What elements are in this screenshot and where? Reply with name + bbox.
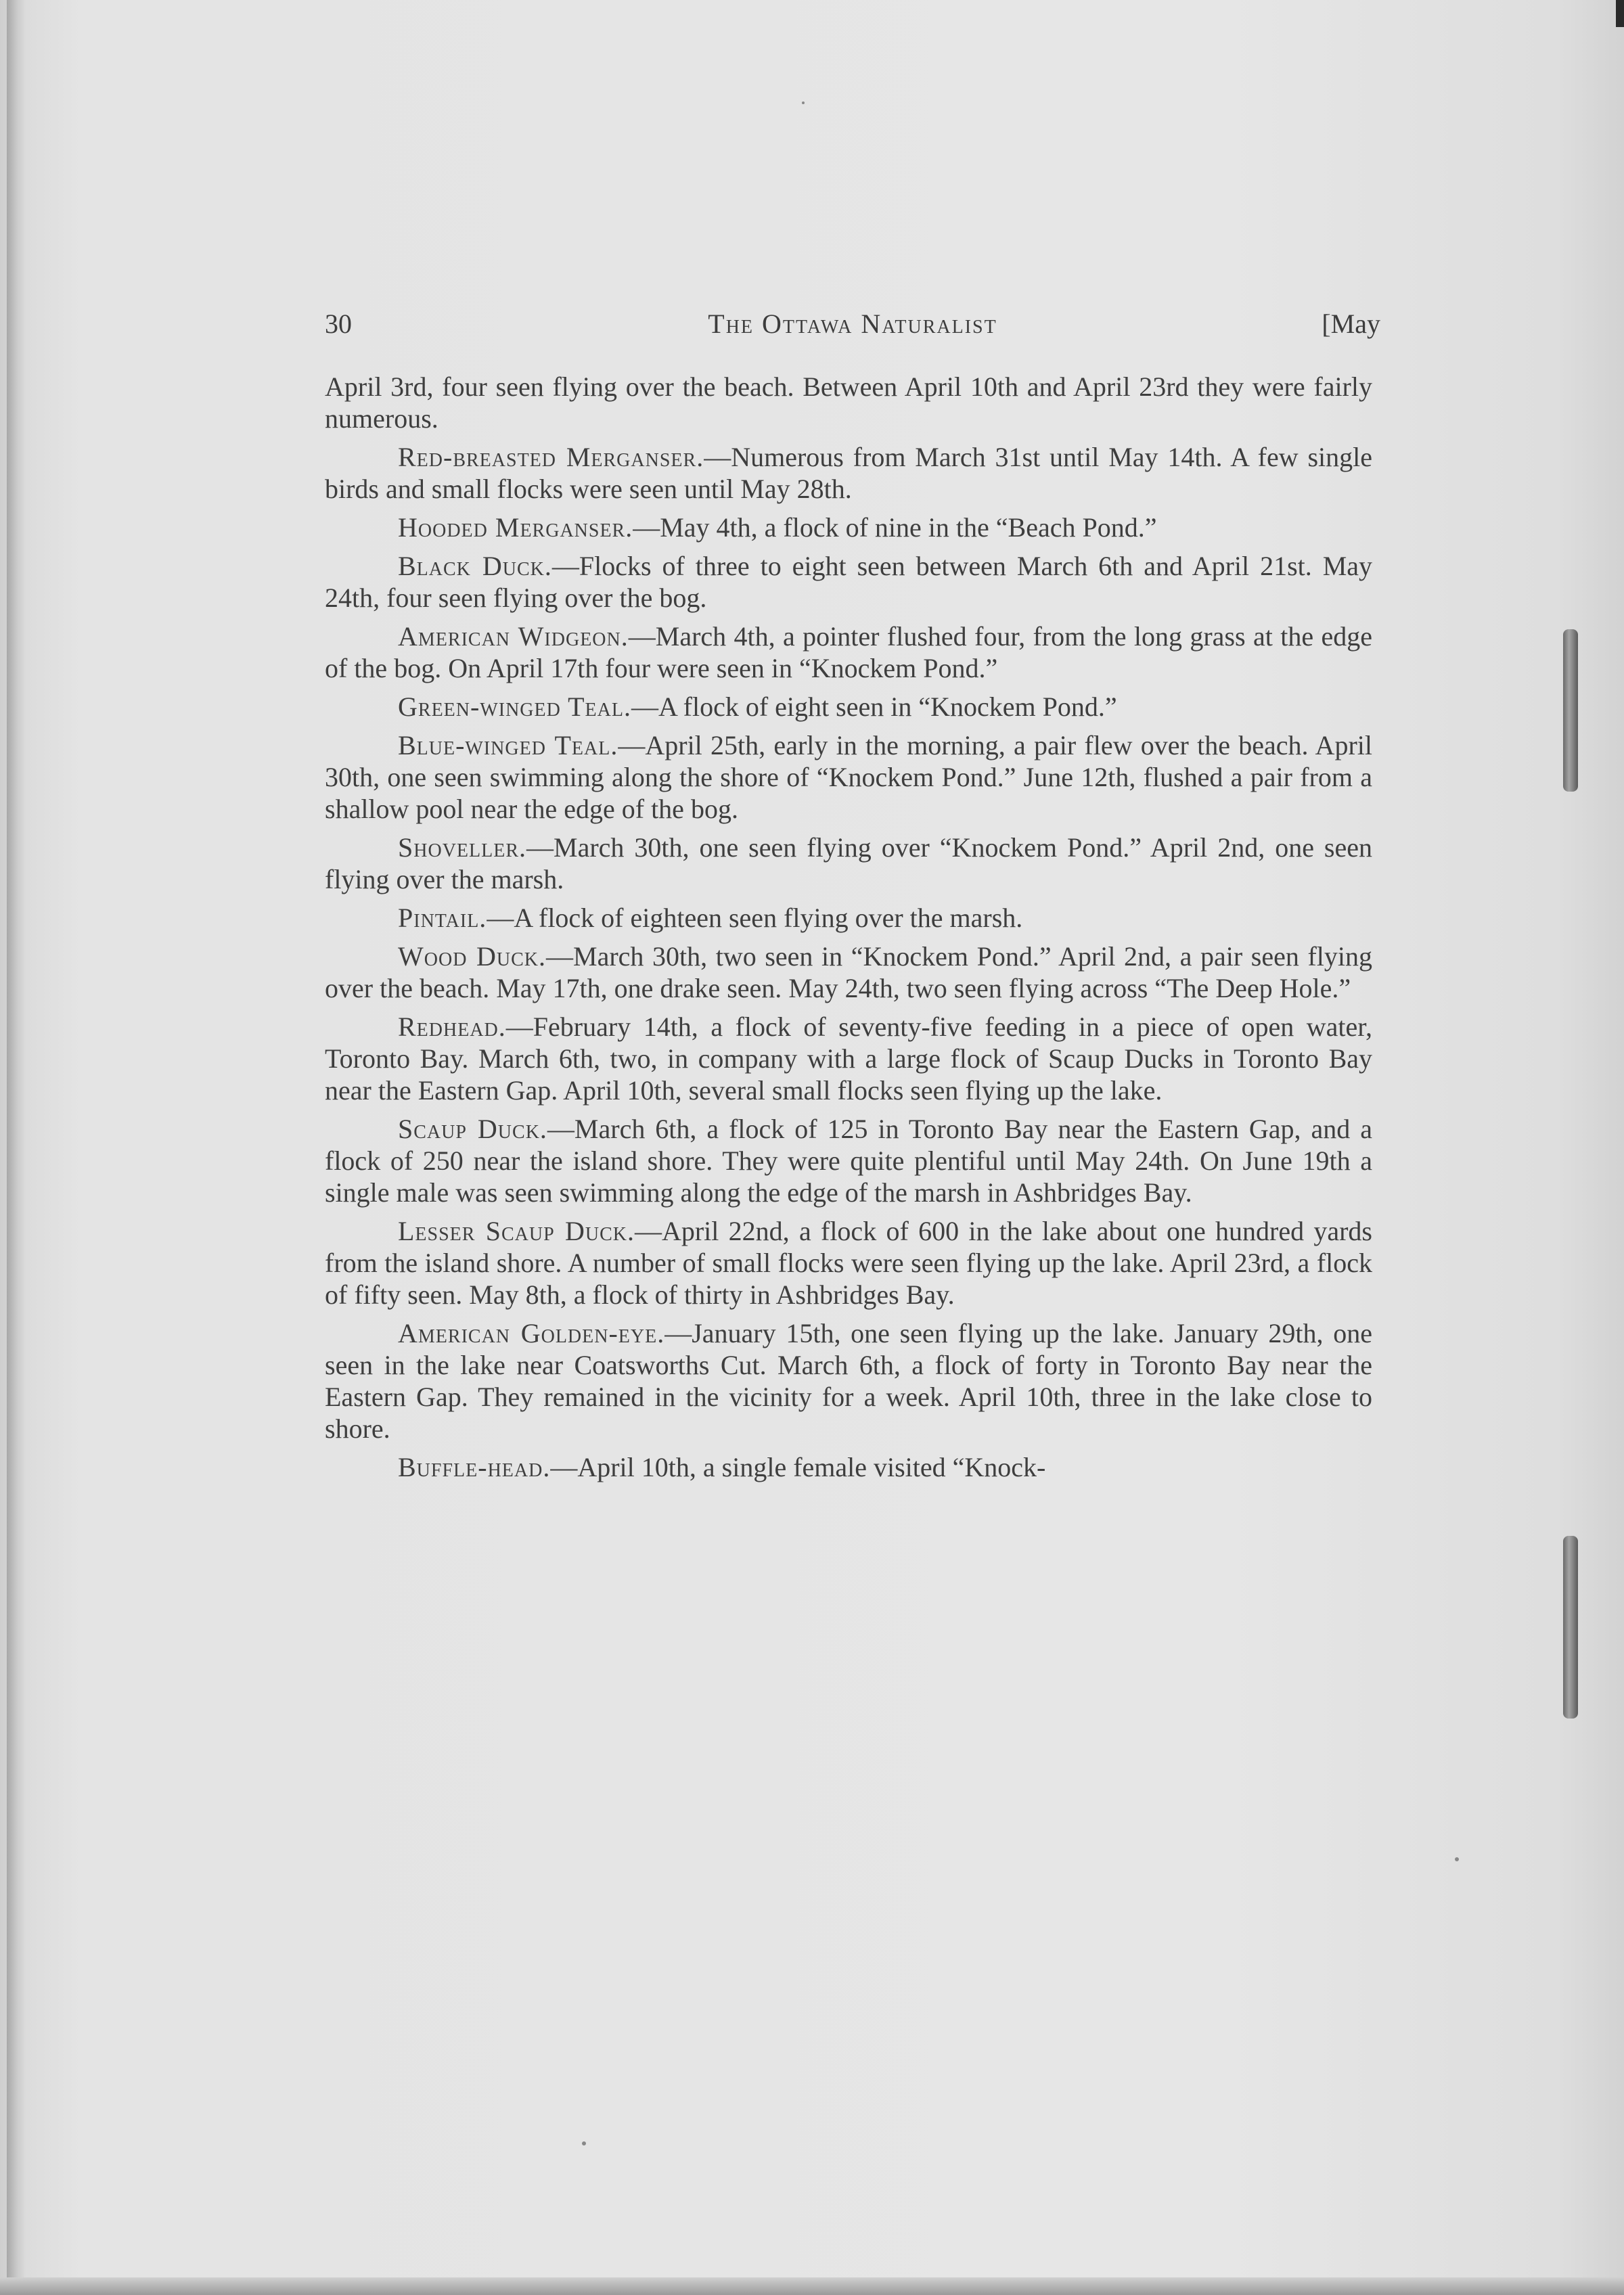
paragraph-text: —April 25th, early in the morning, a pair flew over the beach. April 30th, one seen swimming along the shore of “Knockem Pond.” June 12th, flushed a pair from a shallow pool near the edge of the bog. bbox=[325, 730, 1372, 824]
speck bbox=[582, 2141, 586, 2145]
paragraph bbox=[325, 1113, 1372, 1208]
species-name: Blue-winged Teal. bbox=[398, 730, 618, 760]
paragraph bbox=[325, 512, 1372, 543]
paragraph-text: —May 4th, a flock of nine in the “Beach Pond.” bbox=[633, 512, 1157, 543]
species-name: Hooded Merganser. bbox=[398, 512, 633, 543]
paragraph-text: —January 15th, one seen flying up the lake. January 29th, one seen in the lake near Coatsworths Cut. March 6th, a flock of forty in Toronto Bay near the Eastern Gap. They remained in the vicinity for a week. April 10th, three in the lake close to shore. bbox=[325, 1318, 1372, 1444]
speck bbox=[802, 101, 805, 104]
species-name: Scaup Duck. bbox=[398, 1114, 547, 1144]
paragraph-text: —March 6th, a flock of 125 in Toronto Bay near the Eastern Gap, and a flock of 250 near the island shore. They were quite plentiful until May 24th. On June 19th a single male was seen swimming along the edge of the marsh in Ashbridges Bay. bbox=[325, 1114, 1372, 1208]
paragraph-text: —A flock of eighteen seen flying over the marsh. bbox=[487, 903, 1023, 933]
paragraph bbox=[325, 441, 1372, 505]
paragraph bbox=[325, 691, 1372, 723]
paragraph bbox=[325, 1451, 1372, 1483]
paragraph bbox=[325, 1011, 1372, 1106]
body-text bbox=[325, 371, 1372, 1490]
book-spine-shadow bbox=[7, 0, 24, 2295]
species-name: Buffle-head. bbox=[398, 1452, 551, 1482]
species-name: Lesser Scaup Duck. bbox=[398, 1216, 635, 1246]
paragraph bbox=[325, 729, 1372, 825]
species-name: Wood Duck. bbox=[398, 941, 547, 972]
paragraph bbox=[325, 940, 1372, 1004]
paragraph bbox=[325, 550, 1372, 614]
binding-clip-icon bbox=[1563, 1536, 1578, 1719]
species-name: Redhead. bbox=[398, 1012, 506, 1042]
paragraph-text: —March 4th, a pointer flushed four, from the long grass at the edge of the bog. On April 17th four were seen in “Knockem Pond.” bbox=[325, 621, 1372, 683]
page-bottom-edge bbox=[0, 2277, 1624, 2295]
paragraph-text: —April 10th, a single female visited “Knock- bbox=[550, 1452, 1046, 1482]
page-number: 30 bbox=[325, 309, 352, 339]
paragraph-text: —Flocks of three to eight seen between March 6th and April 21st. May 24th, four seen flying over the bog. bbox=[325, 551, 1373, 613]
species-name: Shoveller. bbox=[398, 832, 526, 863]
journal-title: The Ottawa Naturalist bbox=[708, 309, 997, 339]
running-header bbox=[325, 308, 1380, 348]
species-name: American Golden-eye. bbox=[398, 1318, 665, 1348]
page-edge-shadow bbox=[1616, 0, 1624, 27]
species-name: American Widgeon. bbox=[398, 621, 629, 652]
paragraph bbox=[325, 902, 1372, 934]
issue-month: [May bbox=[1322, 309, 1380, 339]
paragraph bbox=[325, 371, 1372, 434]
paragraph-text: —April 22nd, a flock of 600 in the lake about one hundred yards from the island shore. A number of small flocks were seen flying up the lake. April 23rd, a flock of fifty seen. May 8th, a flock of thirty in Ashbridges Bay. bbox=[325, 1216, 1372, 1310]
paragraph-text: —March 30th, one seen flying over “Knockem Pond.” April 2nd, one seen flying over the marsh. bbox=[325, 832, 1372, 894]
speck bbox=[1455, 1857, 1459, 1861]
paragraph-text: —A flock of eight seen in “Knockem Pond.” bbox=[631, 691, 1117, 722]
paragraph bbox=[325, 1317, 1372, 1445]
paragraph-text: April 3rd, four seen flying over the beach. Between April 10th and April 23rd they were fairly numerous. bbox=[325, 371, 1372, 434]
species-name: Black Duck. bbox=[398, 551, 552, 581]
paragraph bbox=[325, 1215, 1372, 1311]
paragraph-text: —March 30th, two seen in “Knockem Pond.” April 2nd, a pair seen flying over the beach. May 17th, one drake seen. May 24th, two seen flying across “The Deep Hole.” bbox=[325, 941, 1373, 1003]
species-name: Green-winged Teal. bbox=[398, 691, 631, 722]
species-name: Red-breasted Merganser. bbox=[398, 442, 704, 472]
paragraph bbox=[325, 620, 1372, 684]
paragraph-text: —February 14th, a flock of seventy-five feeding in a piece of open water, Toronto Bay. March 6th, two, in company with a large flock of Scaup Ducks in Toronto Bay near the Eastern Gap. April 10th, several small flocks seen flying up the lake. bbox=[325, 1012, 1372, 1106]
binding-clip-icon bbox=[1563, 629, 1578, 792]
species-name: Pintail. bbox=[398, 903, 487, 933]
paragraph bbox=[325, 832, 1372, 895]
paragraph-text: —Numerous from March 31st until May 14th. A few single birds and small flocks were seen until May 28th. bbox=[325, 442, 1372, 504]
